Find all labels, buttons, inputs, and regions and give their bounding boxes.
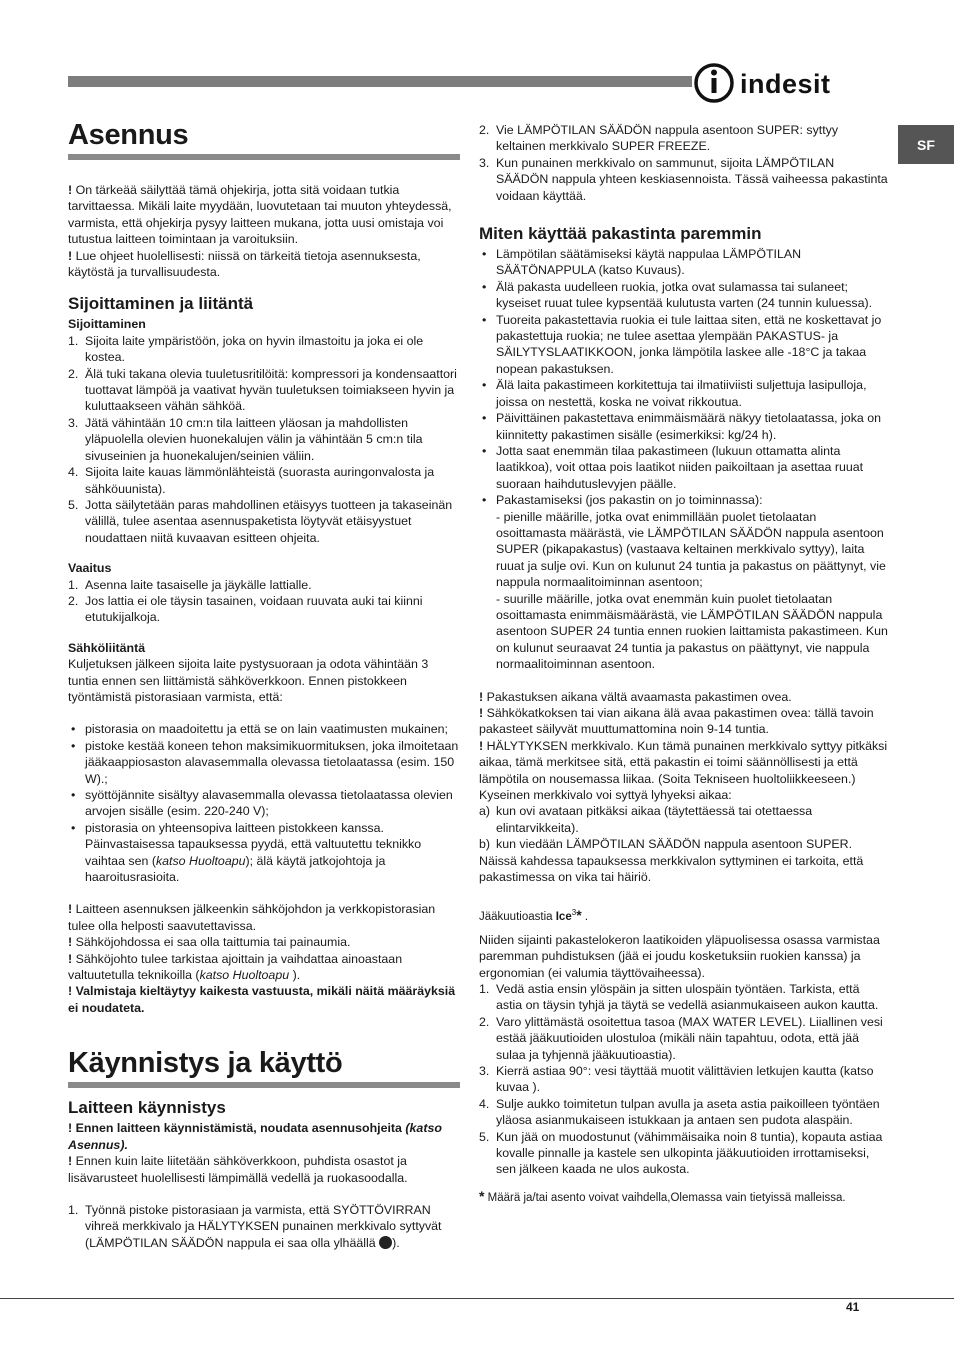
list-item: 1. Asenna laite tasaiselle ja jäykälle lattialle. — [68, 577, 312, 592]
list-item: 2. Älä tuki takana olevia tuuletusritilöitä: kompressori ja kondensaattori tuottavat lämpöä ja vaativat hyvän tuuletuksen toimiakseen hyvin ja kuluttaakseen vähän sähköä. — [68, 366, 457, 414]
list-item: 3. Jätä vähintään 10 cm:n tila laitteen yläosan ja mahdollisten yläpuolella olevien huonekalujen välin ja vähintään 5 cm:n tila sivuseinien ja huonekalujen/seinien väliin. — [68, 415, 423, 463]
ice-list — [479, 981, 889, 1178]
brand-wordmark: indesit — [740, 69, 831, 99]
list-item: b) kun viedään LÄMPÖTILAN SÄÄDÖN nappula asentoon SUPER. — [479, 837, 853, 852]
section-title-startup: Käynnistys ja käyttö — [68, 1047, 343, 1080]
intro-warning: ! Lue ohjeet huolellisesti: niissä on tärkeitä tietoja asennuksesta, käytöstä ja turvallisuudesta. — [68, 248, 421, 280]
warning-line: ! Laitteen asennuksen jälkeenkin sähköjohdon ja verkkopistorasian tulee olla helposti saavutettavissa. — [68, 902, 436, 933]
leveling-list — [68, 577, 460, 626]
list-item: 2. Vie LÄMPÖTILAN SÄÄDÖN nappula asentoon SUPER: syttyy keltainen merkkivalo SUPER FREEZE. — [479, 123, 839, 154]
list-item: 5. Kun jää on muodostunut (vähimmäisaika noin 8 tuntia), kopauta astiaa kovalle pinnalle ja kastele sen ulkopinta jääkuutioiden irrottamiseksi, sen jälkeen kaada ne ulos aukosta. — [479, 1129, 883, 1177]
list-item: 3. Kun punainen merkkivalo on sammunut, sijoita LÄMPÖTILAN SÄÄDÖN nappula yhteen keskiasennoista. Tässä vaiheessa pakastinta voidaan käyttää. — [479, 155, 888, 203]
alarm-outro: Näissä kahdessa tapauksessa merkkivalon syttyminen ei tarkoita, että pakastimessa on vika tai häiriö. — [479, 853, 864, 885]
electric-list — [68, 721, 460, 885]
list-item: • Älä pakasta uudelleen ruokia, jotka ovat sulamassa tai sulaneet; kyseiset ruuat tulee kypsentää kulutusta varten (24 tunnin kuluessa). — [482, 279, 873, 311]
subheading-leveling: Vaaitus — [68, 561, 112, 576]
warning-line: ! Sähköjohto tulee tarkistaa ajoittain ja vaihdattaa ainoastaan valtuutetulla teknikoilla (katso Huoltoapu ). — [68, 951, 403, 983]
knob-icon — [379, 1236, 392, 1249]
list-item: 4. Sijoita laite kauas lämmönlähteistä (suorasta auringonvalosta ja sähköuunista). — [68, 465, 435, 496]
intro-paragraph: ! On tärkeää säilyttää tämä ohjekirja, jotta sitä voidaan tutkia tarvittaessa. Mikäli laite myydään, luovutetaan tai muuton yhteydessä, varmista, että ohjekirja pysyy laitteen mukana, jotta uusi omistaja voi tutustua laitteen toimintaan ja varoituksiin. — [68, 183, 452, 247]
list-item: a) kun ovi avataan pitkäksi aikaa (täytettäessä tai otettaessa elintarvikkeita). — [479, 804, 813, 835]
electric-intro: Kuljetuksen jälkeen sijoita laite pystysuoraan ja odota vähintään 3 tuntia ennen sen liittämistä sähköverkkoon. Ennen pistokkeen työntämistä pistorasiaan varmista, että: — [68, 657, 429, 704]
ice-heading: Jääkuutioastia Ice$^3$* . — [479, 907, 589, 924]
header-rule — [68, 76, 692, 87]
list-item: • Pakastamiseksi (jos pakastin on jo toiminnassa): - pienille määrille, jotka ovat enimmillään puolet tietolaatan osoittamasta määrästä, vie LÄMPÖTILAN SÄÄDÖN nappula asentoon SUPER (pikapakastus) (vastaava keltainen merkkivalo syttyy), laita ruuat ja sulje ovi. Kun on kulunut 24 tuntia ja pakastus on päättynyt, vie nappula normaalitoiminnan asentoon; - suurille määrille, jotka ovat enemmän kuin puolet tietolaatan osoittamasta enimmäismäärästä, vie LÄMPÖTILAN SÄÄDÖN nappula asentoon SUPER 24 tuntia ennen ruokien laittamista pakastimeen. Kun on kulunut seuraavat 24 tuntia ja pakastus on päättynyt, vie nappula normaalitoiminnan asentoon. — [482, 493, 888, 672]
startup-warning: ! Ennen laitteen käynnistämistä, noudata asennusohjeita (katso Asennus). — [68, 1121, 442, 1152]
note-line: ! HÄLYTYKSEN merkkivalo. Kun tämä punainen merkkivalo syttyy pitkäksi aikaa, tämä merkitsee sitä, että pakastin ei toimi säännöllisesti ja että lämpötila on nousemassa liikaa. (Soita Tekniseen huoltoliikkeeseen.) — [479, 738, 888, 786]
list-item: 3. Kierrä astiaa 90°: vesi täyttää muotit välittävien letkujen kautta (katso kuvaa ). — [479, 1063, 874, 1095]
language-tab: SF — [898, 125, 954, 164]
title-rule — [68, 1082, 460, 1088]
note-line: ! Pakastuksen aikana vältä avaamasta pakastimen ovea. — [479, 689, 792, 704]
subheading-electric: Sähköliitäntä — [68, 640, 146, 655]
liability-warning: ! Valmistaja kieltäytyy kaikesta vastuusta, mikäli näitä määräyksiä ei noudateta. — [68, 984, 456, 1015]
ice-intro: Niiden sijainti pakastelokeron laatikoiden yläpuolisessa osassa varmistaa paremman puhdistuksen (jää ei joudu kosketuksiin ruokien kanssa) ja ergonomian (ei valumia täyttövaiheessa). — [479, 932, 880, 980]
asterisk-icon: * — [576, 907, 582, 924]
alarm-intro: Kyseinen merkkivalo voi syttyä lyhyeksi aikaa: — [479, 788, 732, 803]
asterisk-icon: * — [479, 1187, 485, 1204]
list-item: 2. Jos lattia ei ole täysin tasainen, voidaan ruuvata auki tai kiinni etutukijalkoja. — [68, 593, 423, 625]
subheading-placement: Sijoittaminen — [68, 317, 146, 332]
indesit-logo — [694, 60, 866, 106]
list-item: 4. Sulje aukko toimitetun tulpan avulla ja aseta astia paikoilleen työntäen yläosa asianmukaiseen istukkaan ja antaen sen pudota alaspäin. — [479, 1096, 880, 1128]
list-item: 1. Työnnä pistoke pistorasiaan ja varmista, että SYÖTTÖVIRRAN vihreä merkkivalo ja HÄLYTYKSEN punainen merkkivalo syttyvät (LÄMPÖTILAN SÄÄDÖN nappula ei saa olla ylhäällä ). — [68, 1202, 442, 1250]
right-column — [479, 122, 889, 1206]
list-item: • pistorasia on maadoitettu ja että se on lain vaatimusten mukainen; — [71, 722, 448, 737]
footnote: * Määrä ja/tai asento voivat vaihdella,Olemassa vain tietyissä malleissa. — [479, 1187, 846, 1204]
list-item: 1. Sijoita laite ympäristöön, joka on hyvin ilmastoitu ja joka ei ole kostea. — [68, 333, 424, 365]
placement-list — [68, 333, 460, 546]
heading-startup: Laitteen käynnistys — [68, 1098, 226, 1118]
list-item: • pistoke kestää koneen tehon maksimikuormituksen, joka ilmoitetaan jääkaappiosaston alavasemmalla olevassa tietolaatassa (esim. 150 W).; — [71, 738, 459, 786]
list-item: 5. Jotta säilytetään paras mahdollinen etäisyys tuotteen ja takaseinän välillä, tulee asentaa asennuspaketista löytyvät etäisyystuet noudattaen niitä kuvaavan esitteen ohjeita. — [68, 497, 453, 545]
title-rule — [68, 154, 460, 160]
list-item: 2. Varo ylittämästä osoitettua tasoa (MAX WATER LEVEL). Liiallinen vesi estää jääkuutioiden ulostuloa (mikäli näin tapahtuu, odota, että jää sulaa ja tyhjennä jääkuutioastia). — [479, 1014, 883, 1062]
list-item: • Jotta saat enemmän tilaa pakastimeen (lukuun ottamatta alinta laatikkoa), voit ottaa pois laatikot niiden paikoiltaan ja asettaa ruuat suoraan haihdutuslevyjen päälle. — [482, 443, 864, 491]
list-item: • Tuoreita pakastettavia ruokia ei tule laittaa siten, että ne koskettavat jo pakastettuja ruokia; ne tulee asettaa ylempään PAKASTUS- ja SÄILYTYSLAATIKKOON, jonka lämpötila laskee alle -18°C ja takaa nopean pakastuksen. — [482, 312, 882, 376]
list-item: • syöttöjännite sisältyy alavasemmalla olevassa tietolaatassa olevien arvojen sisälle (esim. 220-240 V); — [71, 788, 453, 819]
startup-list — [68, 1202, 460, 1251]
note-line: ! Sähkökatkoksen tai vian aikana älä avaa pakastimen ovea: tällä tavoin pakasteet säilyvät muuttumattomina noin 9-14 tuntia. — [479, 706, 874, 737]
list-item: • Päivittäinen pakastettava enimmäismäärä näkyy tietolaatassa, joka on kiinnitetty pakastimen sisälle (esimerkiksi: kg/24 h). — [482, 411, 882, 442]
warning-line: ! Sähköjohdossa ei saa olla taittumia tai painaumia. — [68, 935, 351, 950]
freezer-list — [479, 246, 889, 673]
list-item: • Älä laita pakastimeen korkitettuja tai ilmatiiviisti suljettuja lasipulloja, joissa on nestettä, koska ne voivat rikkoutua. — [482, 378, 867, 409]
page-number: 41 — [846, 1300, 860, 1314]
heading-freezer: Miten käyttää pakastinta paremmin — [479, 224, 762, 244]
left-column — [68, 118, 460, 1251]
startup-cleaning: ! Ennen kuin laite liitetään sähköverkkoon, puhdista osastot ja lisävarusteet huolellisesti lämpimällä vedellä ja ruokasoodalla. — [68, 1154, 408, 1185]
footer-rule — [0, 1298, 954, 1299]
list-item: • Lämpötilan säätämiseksi käytä nappulaa LÄMPÖTILAN SÄÄTÖNAPPULA (katso Kuvaus). — [482, 247, 802, 278]
startup-list-continued — [479, 122, 889, 204]
section-title-installation: Asennus — [68, 119, 189, 151]
heading-placement: Sijoittaminen ja liitäntä — [68, 294, 254, 314]
alarm-list — [479, 803, 889, 852]
list-item: • pistorasia on yhteensopiva laitteen pistokkeen kanssa. Päinvastaisessa tapauksessa pyydä, että valtuutettu teknikko vaihtaa sen (katso Huoltoapu); älä käytä jatkojohtoja ja haaroitusrasioita. — [71, 820, 422, 885]
list-item: 1. Vedä astia ensin ylöspäin ja sitten ulospäin työntäen. Tarkista, että astia on täysin tyhjä ja täytä se vedellä asianmukaiseen aukon kautta. — [479, 981, 879, 1013]
